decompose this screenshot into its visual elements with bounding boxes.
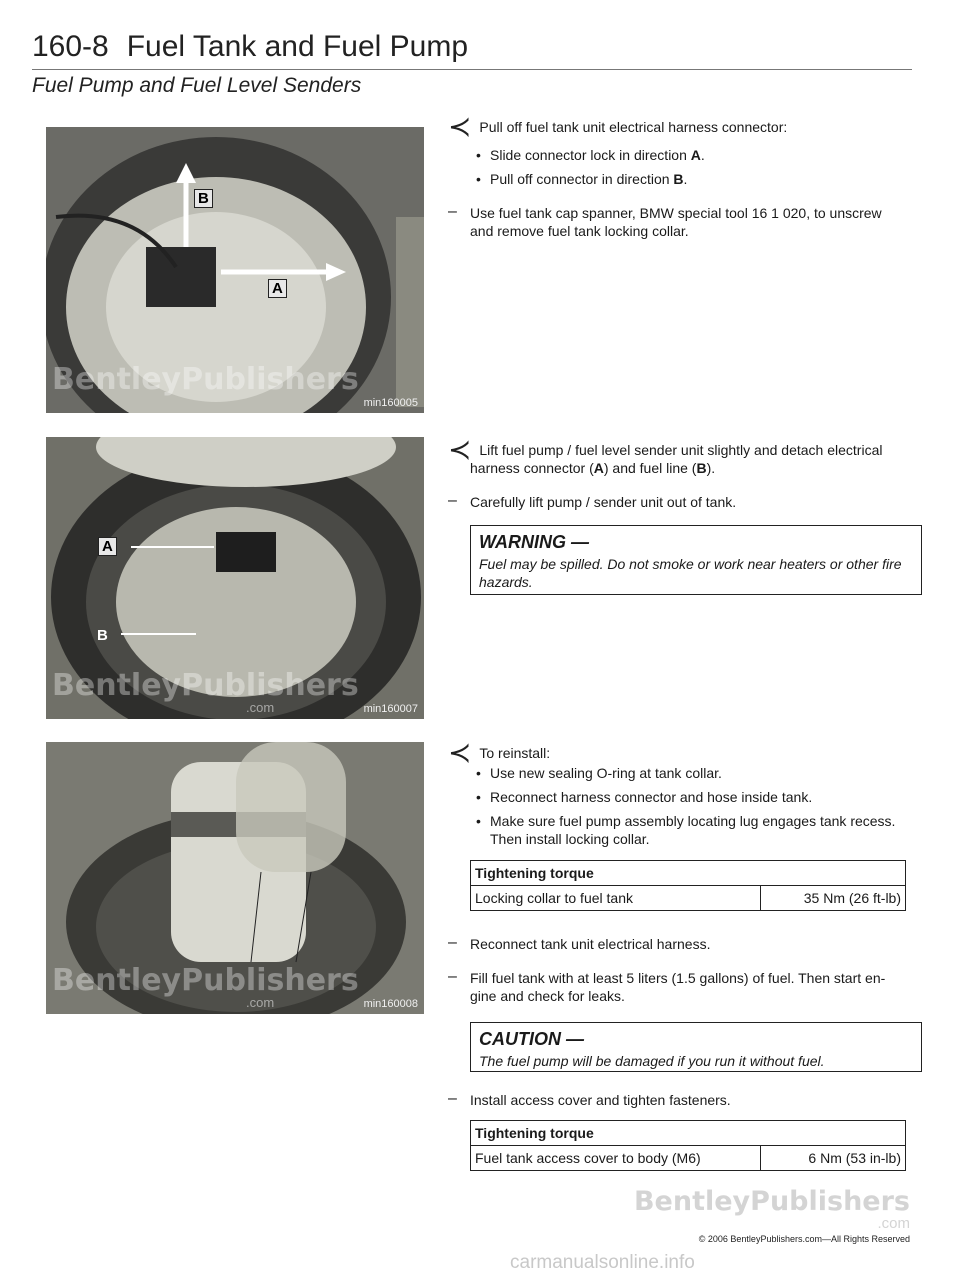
step-text: Use fuel tank cap spanner, BMW special tool 16 1 020, to unscrew and remove fuel tank locking collar. bbox=[470, 205, 882, 239]
photo-watermark-com: .com bbox=[246, 700, 275, 715]
step-lead-3: ≺ To reinstall: bbox=[448, 737, 551, 768]
pointer-arrow-icon: ≺ bbox=[448, 111, 472, 142]
photo-watermark: BentleyPublishers bbox=[52, 362, 359, 397]
warning-title: WARNING — bbox=[479, 532, 589, 552]
bullet-icon: • bbox=[476, 765, 481, 781]
step-text: Carefully lift pump / sender unit out of tank. bbox=[470, 494, 737, 510]
bullet-item: • Reconnect harness connector and hose inside tank. bbox=[476, 789, 813, 805]
pointer-arrow-icon: ≺ bbox=[448, 737, 472, 768]
site-watermark: carmanualsonline.info bbox=[510, 1252, 695, 1273]
torque-value: 6 Nm (53 in-lb) bbox=[761, 1146, 906, 1171]
bullet-icon: • bbox=[476, 789, 481, 805]
bullet-item: • Slide connector lock in direction A. bbox=[476, 147, 705, 163]
publisher-logo-com: .com bbox=[877, 1215, 910, 1232]
bullet-icon: • bbox=[476, 147, 481, 163]
torque-table-2 bbox=[470, 1120, 906, 1171]
page-title bbox=[32, 30, 468, 64]
bullet-item: • Make sure fuel pump assembly locating lug engages tank recess. Then install locking collar. bbox=[476, 813, 896, 847]
dash-icon: – bbox=[448, 934, 457, 951]
torque-item: Fuel tank access cover to body (M6) bbox=[471, 1146, 761, 1171]
step-text: Reconnect tank unit electrical harness. bbox=[470, 936, 711, 952]
photo-label-b: B bbox=[194, 189, 213, 208]
photo-watermark-com: .com bbox=[246, 995, 275, 1010]
dash-icon: – bbox=[448, 203, 457, 220]
publisher-logo: BentleyPublishers bbox=[633, 1186, 910, 1217]
photo-pump-lift bbox=[46, 437, 424, 719]
section-subtitle: Fuel Pump and Fuel Level Senders bbox=[32, 74, 362, 97]
header-rule bbox=[32, 69, 912, 70]
torque-header: Tightening torque bbox=[471, 1121, 906, 1146]
step-lead-2-cont: harness connector (A) and fuel line (B). bbox=[470, 460, 716, 476]
caution-box bbox=[470, 1022, 922, 1072]
warning-text: Fuel may be spilled. Do not smoke or work near heaters or other fire hazards. bbox=[479, 556, 902, 590]
photo-label-a: A bbox=[98, 537, 117, 556]
pointer-arrow-icon: ≺ bbox=[448, 434, 472, 465]
photo-code: min160007 bbox=[363, 703, 418, 715]
dash-icon: – bbox=[448, 968, 457, 985]
bullet-icon: • bbox=[476, 813, 481, 829]
photo-watermark: BentleyPublishers bbox=[52, 668, 359, 703]
torque-table-1 bbox=[470, 860, 906, 911]
photo-code: min160005 bbox=[363, 397, 418, 409]
warning-box bbox=[470, 525, 922, 595]
caution-text: The fuel pump will be damaged if you run it without fuel. bbox=[479, 1053, 825, 1069]
photo-watermark: BentleyPublishers bbox=[52, 963, 359, 998]
dash-icon: – bbox=[448, 492, 457, 509]
page-code: 160-8 bbox=[32, 30, 109, 63]
photo-reinstall bbox=[46, 742, 424, 1014]
caution-title: CAUTION — bbox=[479, 1029, 584, 1049]
bullet-item: • Use new sealing O-ring at tank collar. bbox=[476, 765, 722, 781]
photo-code: min160008 bbox=[363, 998, 418, 1010]
torque-header: Tightening torque bbox=[471, 861, 906, 886]
chapter-title: Fuel Tank and Fuel Pump bbox=[126, 30, 469, 63]
step-lead-2: ≺ Lift fuel pump / fuel level sender unit slightly and detach electrical bbox=[448, 434, 883, 465]
photo-connector bbox=[46, 127, 424, 413]
copyright: © 2006 BentleyPublishers.com—All Rights Reserved bbox=[698, 1234, 910, 1244]
bullet-item: • Pull off connector in direction B. bbox=[476, 171, 688, 187]
step-text: Install access cover and tighten fasteners. bbox=[470, 1092, 731, 1108]
photo-label-b: B bbox=[97, 627, 108, 644]
step-text: Fill fuel tank with at least 5 liters (1.5 gallons) of fuel. Then start en- gine and check for leaks. bbox=[470, 970, 886, 1004]
step-lead-1: ≺ Pull off fuel tank unit electrical harness connector: bbox=[448, 111, 788, 142]
dash-icon: – bbox=[448, 1090, 457, 1107]
photo-label-a: A bbox=[268, 279, 287, 298]
torque-value: 35 Nm (26 ft-lb) bbox=[761, 886, 906, 911]
torque-item: Locking collar to fuel tank bbox=[471, 886, 761, 911]
bullet-icon: • bbox=[476, 171, 481, 187]
